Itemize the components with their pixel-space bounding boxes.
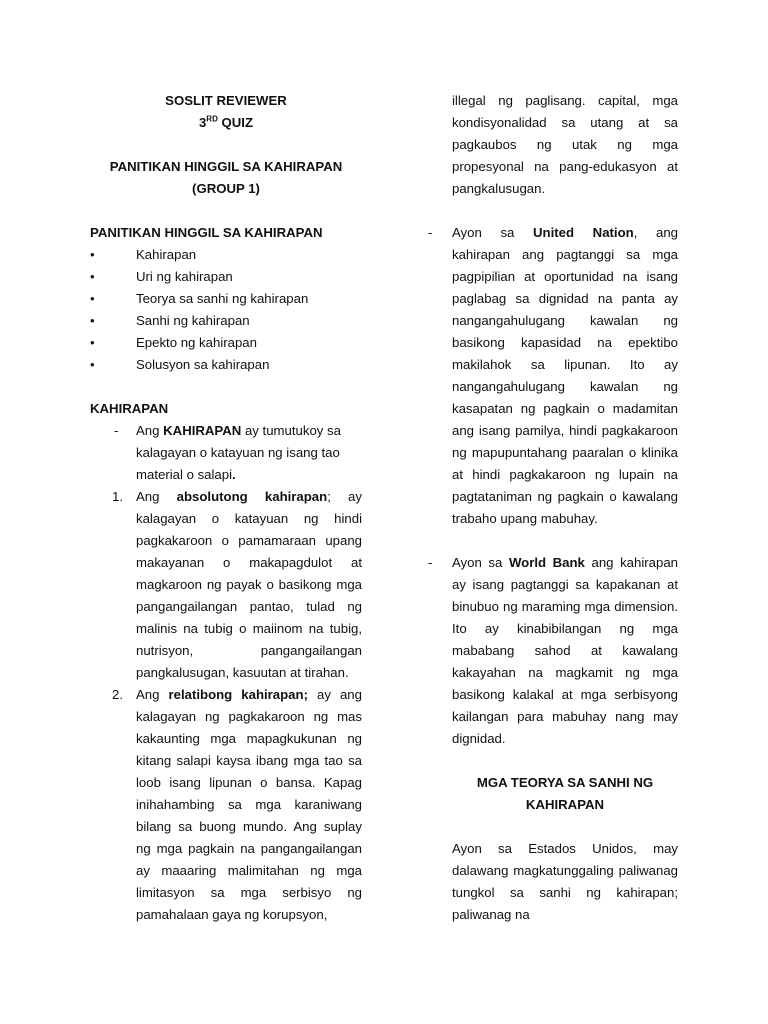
list-item: • Teorya sa sanhi ng kahirapan <box>90 288 362 310</box>
united-nation-paragraph: - Ayon sa United Nation, ang kahirapan ang pagtanggi sa mga pagpipilian at oportunidad na isang paglabag sa dignidad na panta ay nangangahulugang kawalan ng basikong kapasidad na epektibo makilahok sa lipunan. Ito ay nangangahulugang kawalan ng kasapatan ng pagkain o madamitan ang isang pamilya, hindi pagkakaroon ng mapupuntahang paaralan o klinika at hindi pagkakaroon ng lupain na pagtataniman ng pagkain o kawalang trabaho upang mabuhay. <box>428 225 678 526</box>
continuation-paragraph: illegal ng paglisang. capital, mga kondisyonalidad sa utang at sa pagkaubos ng utak ng mga propesyonal na pang-edukasyon at pangkalusugan. <box>452 93 678 196</box>
document-subtitle: PANITIKAN HINGGIL SA KAHIRAPAN <box>109 159 343 174</box>
relative-poverty-item: 2. Ang relatibong kahirapan; ay ang kalagayan ng pagkakaroon ng mas kakaunting mga mapagkukunan ng kitang salapi kaysa ibang mga tao sa loob isang lipunan o bansa. Kapag inihahambing sa mga karaniwang bilang sa buong mundo. Ang suplay ng mga pagkain na pangangailangan ay maaaring malimitahan ng mga limitasyon sa mga serbisyo ng pamahalaan gaya ng korupsyon, <box>112 687 362 922</box>
outline-heading: PANITIKAN HINGGIL SA KAHIRAPAN <box>90 225 323 240</box>
list-item: • Uri ng kahirapan <box>90 266 362 288</box>
list-item: • Epekto ng kahirapan <box>90 332 362 354</box>
group-label: (GROUP 1) <box>192 181 260 196</box>
teorya-heading: MGA TEORYA SA SANHI NG KAHIRAPAN <box>476 775 654 812</box>
absolute-poverty-item: 1. Ang absolutong kahirapan; ay kalagayan o katayuan ng hindi pagkakaroon o pamamaraan upang makayanan o makapagdulot at magkaroon ng payak o basikong mga pangangailangan pantao, tulad ng malinis na tubig o maiinom na tubig, nutrisyon, pangangailangan pangkalusugan, kasuutan at tirahan. <box>112 489 362 680</box>
left-column <box>90 90 362 926</box>
list-item: • Sanhi ng kahirapan <box>90 310 362 332</box>
quiz-label: 3RD QUIZ <box>198 114 254 130</box>
document-title: SOSLIT REVIEWER <box>165 93 287 108</box>
kahirapan-heading: KAHIRAPAN <box>90 401 169 416</box>
list-item: • Kahirapan <box>90 244 362 266</box>
world-bank-paragraph: - Ayon sa World Bank ang kahirapan ay isang pagtanggi sa kapakanan at binubuo ng maraming mga dimension. Ito ay kinabibilangan ng mga mababang sahod at kawalang kakayahan na magkamit ng mga basikong kalakal at mga serbisyong kailangan para mabuhay nang may dignidad. <box>428 555 678 746</box>
teorya-paragraph: Ayon sa Estados Unidos, may dalawang magkatunggaling paliwanag tungkol sa sanhi ng kahirapan; paliwanag na <box>452 841 678 922</box>
right-column <box>428 90 678 926</box>
outline-list <box>90 244 362 376</box>
kahirapan-definition: - Ang KAHIRAPAN ay tumutukoy sa kalagayan o katayuan ng isang tao material o salapi. <box>114 423 341 482</box>
list-item: • Solusyon sa kahirapan <box>90 354 362 376</box>
